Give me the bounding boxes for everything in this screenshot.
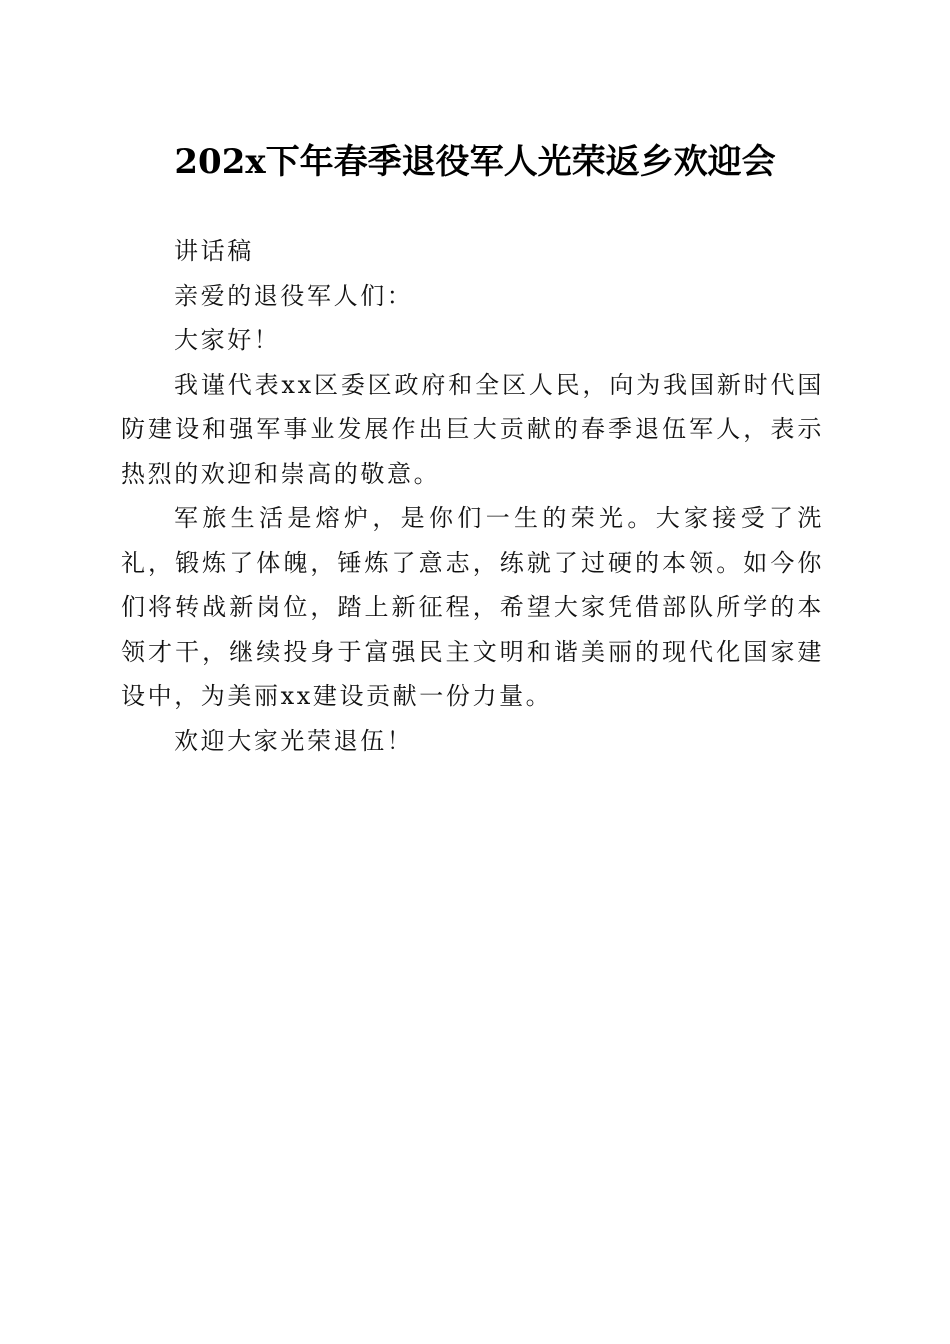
paragraph-closing: 欢迎大家光荣退伍！ [174,726,414,755]
paragraph-greeting: 大家好！ [174,326,281,354]
paragraph-salutation: 亲爱的退役军人们： [174,281,414,310]
document-title: 202x下年春季退役军人光荣返乡欢迎会 [174,142,776,182]
paragraph-subtitle: 讲话稿 [174,237,254,265]
document-body [121,229,824,763]
paragraph-military-life: 军旅生活是熔炉，是你们一生的荣光。大家接受了洗礼，锻炼了体魄，锤炼了意志，练就了过硬的本领。如今你们将转战新岗位，踏上新征程，希望大家凭借部队所学的本领才干，继续投身于富强民主文明和谐美丽的现代化国家建设中，为美丽xx建设贡献一份力量。 [121,504,824,710]
paragraph-welcome: 我谨代表xx区委区政府和全区人民，向为我国新时代国防建设和强军事业发展作出巨大贡献的春季退伍军人，表示热烈的欢迎和崇高的敬意。 [121,370,824,488]
